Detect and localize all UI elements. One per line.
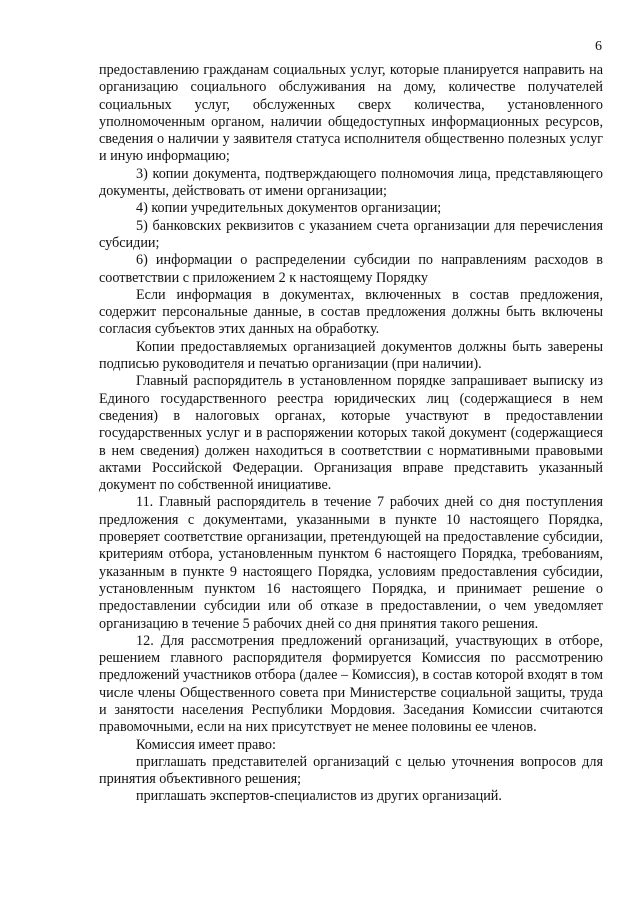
paragraph-clause-12: 12. Для рассмотрения предложений организаций, участвующих в отборе, решением главного распорядителя формируется Комиссия по рассмотрению предложений участников отбора (далее – Комиссия), в состав которой входят в том числе члены Общественного совета при Министерстве социальной защиты, труда и занятости населения Республики Мордовия. Заседания Комиссии считаются правомочными, если на них присутствует не менее половины ее членов. <box>99 632 603 736</box>
page-number: 6 <box>595 39 602 54</box>
paragraph-registry-extract: Главный распорядитель в установленном порядке запрашивает выписку из Единого государственного реестра юридических лиц (содержащиеся в нем сведения) в налоговых органах, которые участвуют в предоставлении государственных услуг и в распоряжении которых такой документ (содержащиеся в нем сведения) должен находиться в соответствии с нормативными правовыми актами Российской Федерации. Организация вправе представить указанный документ по собственной инициативе. <box>99 373 603 494</box>
paragraph-item-3: 3) копии документа, подтверждающего полномочия лица, представляющего документы, действовать от имени организации; <box>99 165 603 200</box>
paragraph-personal-data: Если информация в документах, включенных в состав предложения, содержит персональные данные, в состав предложения должны быть включены согласия субъектов этих данных на обработку. <box>99 286 603 338</box>
paragraph-invite-representatives: приглашать представителей организаций с целью уточнения вопросов для принятия объективного решения; <box>99 753 603 788</box>
paragraph-item-6: 6) информации о распределении субсидии по направлениям расходов в соответствии с приложением 2 к настоящему Порядку <box>99 252 603 286</box>
document-body <box>99 62 603 806</box>
paragraph-invite-experts: приглашать экспертов-специалистов из других организаций. <box>136 788 502 805</box>
paragraph-item-4: 4) копии учредительных документов организации; <box>136 200 442 217</box>
paragraph-item-5: 5) банковских реквизитов с указанием счета организации для перечисления субсидии; <box>99 217 603 251</box>
paragraph-copies: Копии предоставляемых организацией документов должны быть заверены подписью руководителя и печатью организации (при наличии). <box>99 338 603 373</box>
paragraph-clause-11: 11. Главный распорядитель в течение 7 рабочих дней со дня поступления предложения с документами, указанными в пункте 10 настоящего Порядка, проверяет соответствие организации, претендующей на предоставление субсидии, критериям отбора, установленным пунктом 6 настоящего Порядка, требованиям, указанным в пункте 9 настоящего Порядка, условиям предоставления субсидии, установленным пунктом 16 настоящего Порядка, и принимает решение о предоставлении субсидии или об отказе в предоставлении, о чем уведомляет организацию в течение 5 рабочих дней со дня принятия такого решения. <box>99 494 603 632</box>
paragraph-commission-rights: Комиссия имеет право: <box>136 736 276 753</box>
paragraph-continuation: предоставлению гражданам социальных услуг, которые планируется направить на организацию социального обслуживания на дому, количестве получателей социальных услуг, обслуженных сверх количества, установленного уполномоченным органом, наличии общедоступных информационных ресурсов, сведения о наличии у заявителя статуса исполнителя общественно полезных услуг и иную информацию; <box>99 62 603 165</box>
